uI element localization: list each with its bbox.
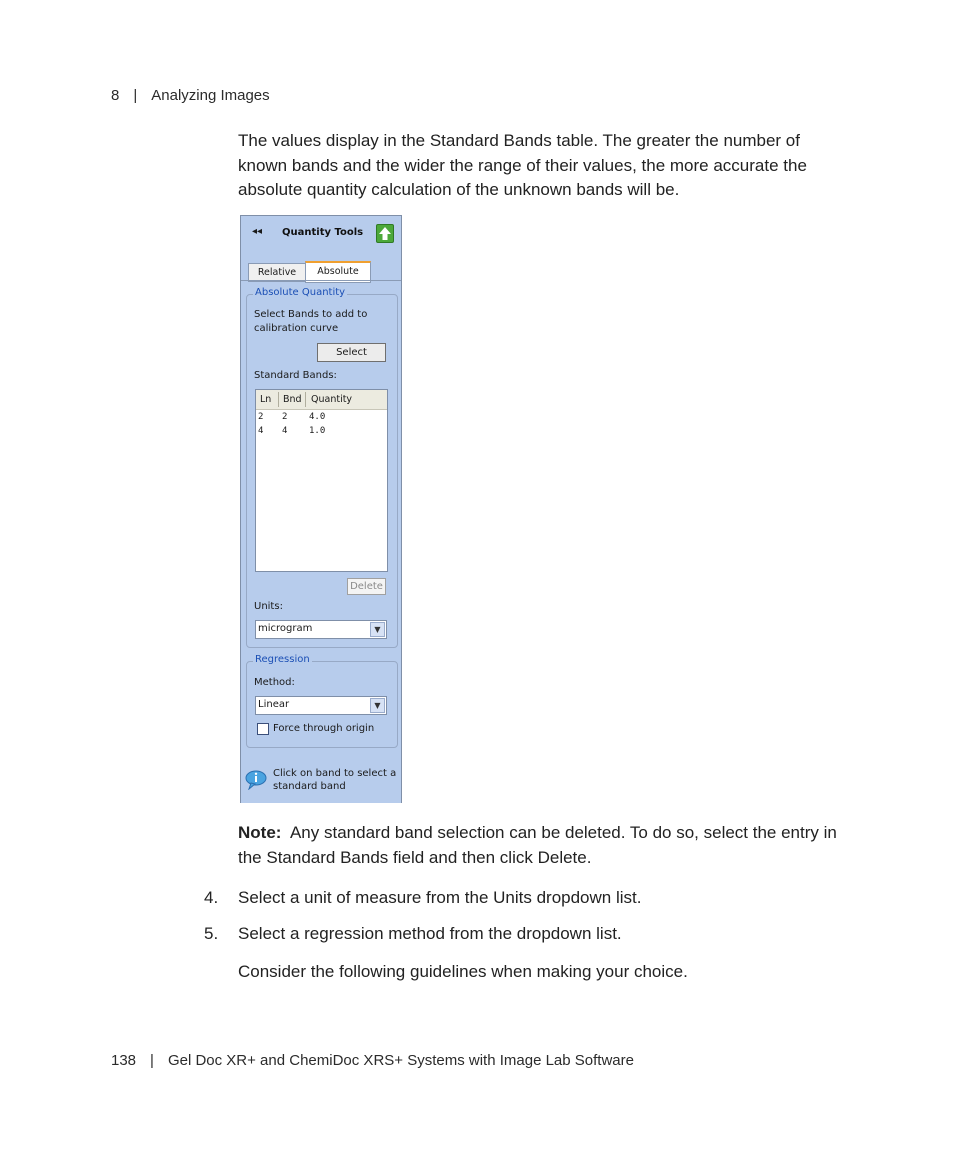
- up-arrow-icon[interactable]: [376, 224, 394, 243]
- select-button[interactable]: Select: [317, 343, 386, 362]
- force-origin-label[interactable]: Force through origin: [273, 723, 375, 734]
- column-divider: [278, 392, 279, 407]
- panel-titlebar: [241, 216, 401, 249]
- units-value: microgram: [258, 623, 313, 634]
- row-ln: 4: [258, 426, 264, 436]
- method-dropdown[interactable]: [255, 696, 387, 715]
- step-text: Select a unit of measure from the Units dropdown list.: [238, 888, 642, 907]
- table-header: [256, 390, 387, 410]
- quantity-tools-panel: [240, 215, 402, 803]
- step-item: [204, 886, 641, 910]
- header-section-title: Analyzing Images: [151, 87, 270, 104]
- step-number: 4.: [204, 888, 219, 907]
- column-quantity[interactable]: Quantity: [311, 394, 353, 405]
- intro-paragraph: The values display in the Standard Bands table. The greater the number of known bands and the wider the range of their values, the more accurate the absolute quantity calculation of the unknown bands will be.: [238, 131, 807, 199]
- step-item: [204, 922, 622, 946]
- method-label: Method:: [254, 677, 295, 688]
- column-divider: [305, 392, 306, 407]
- tip-line1: Click on band to select a: [273, 768, 397, 779]
- header-separator: |: [133, 87, 138, 104]
- chevron-down-icon[interactable]: ▼: [370, 698, 385, 713]
- step-number: 5.: [204, 924, 219, 943]
- footer-title: Gel Doc XR+ and ChemiDoc XRS+ Systems with Image Lab Software: [167, 1052, 634, 1069]
- table-row[interactable]: [256, 426, 387, 439]
- tip-line2: standard band: [273, 781, 346, 792]
- table-row[interactable]: [256, 412, 387, 425]
- select-hint-line2: calibration curve: [254, 323, 339, 334]
- force-origin-checkbox[interactable]: [257, 723, 269, 735]
- collapse-icon[interactable]: ◂◂: [252, 226, 263, 237]
- row-ln: 2: [258, 412, 264, 422]
- delete-button[interactable]: Delete: [347, 578, 386, 595]
- step-text: Select a regression method from the dropdown list.: [238, 924, 622, 943]
- note-text: Any standard band selection can be deleted. To do so, select the entry in the Standard Bands field and then click Delete.: [238, 823, 837, 867]
- units-dropdown[interactable]: [255, 620, 387, 639]
- standard-bands-label: Standard Bands:: [254, 370, 337, 381]
- regression-label: Regression: [255, 654, 310, 665]
- guideline-paragraph: Consider the following guidelines when making your choice.: [238, 962, 688, 981]
- footer-separator: |: [150, 1052, 154, 1069]
- running-header: [111, 87, 270, 104]
- row-quantity: 1.0: [309, 426, 326, 436]
- tab-relative[interactable]: Relative: [248, 263, 306, 282]
- info-icon: [245, 770, 267, 788]
- select-hint-line1: Select Bands to add to: [254, 309, 368, 320]
- row-quantity: 4.0: [309, 412, 326, 422]
- row-bnd: 4: [282, 426, 288, 436]
- note-paragraph: [238, 821, 838, 870]
- absolute-quantity-label: Absolute Quantity: [255, 287, 346, 298]
- standard-bands-table[interactable]: [255, 389, 388, 572]
- note-label: Note:: [238, 823, 282, 842]
- tab-absolute[interactable]: Absolute: [305, 261, 371, 283]
- column-bnd[interactable]: Bnd: [283, 394, 302, 405]
- panel-title: Quantity Tools: [282, 227, 364, 238]
- quantity-tabs: [247, 261, 397, 281]
- tab-divider: [241, 280, 401, 281]
- footer-page-number: 138: [111, 1052, 137, 1069]
- header-page-number: 8: [111, 87, 120, 104]
- chevron-down-icon[interactable]: ▼: [370, 622, 385, 637]
- running-footer: [111, 1052, 634, 1069]
- column-ln[interactable]: Ln: [260, 394, 272, 405]
- method-value: Linear: [258, 699, 290, 710]
- row-bnd: 2: [282, 412, 288, 422]
- units-label: Units:: [254, 601, 283, 612]
